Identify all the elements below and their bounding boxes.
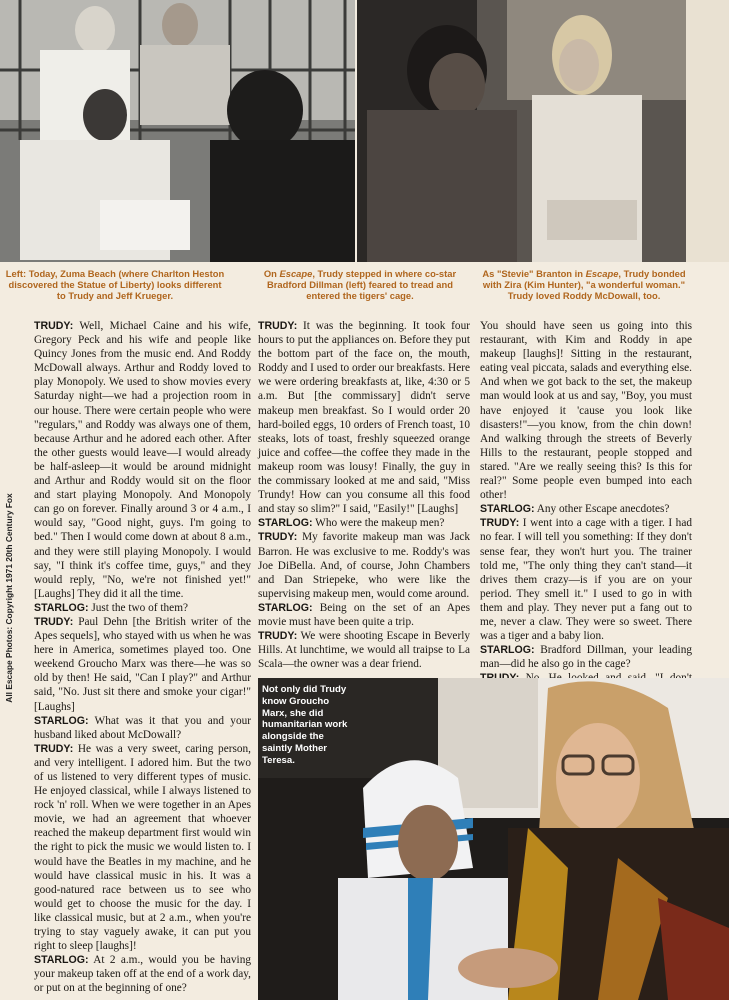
paragraph xyxy=(480,516,692,643)
speaker: STARLOG: xyxy=(34,954,89,967)
dialogue: My favorite makeup man was Jack Barron. He was exclusive to me. Roddy's was Joe DiBella. And, of course, John Chambers and Dan Striepeke, who were like the supervising makeup men, would come around. xyxy=(258,531,470,600)
photo-credit xyxy=(2,318,16,878)
article-column-3 xyxy=(480,319,692,714)
photo-credit-text: All Escape Photos: Copyright 1971 20th Century Fox xyxy=(4,493,14,703)
speaker: TRUDY: xyxy=(258,531,298,544)
dialogue: He was a very sweet, caring person, and very intelligent. I adored him. But the two of us listened to very different types of music. He enjoyed classical, while I always listened to rock 'n' roll. When we were together in an Apes movie, we had an agreement that whoever reached the makeup department first would win the right to pick the music we would listen to. I would have the Beatles in my machine, and he would have classical music in his. It was a good-natured race between us to see who would get to choose the music for the day. I like classical music, but at 2 a.m., when you're trying to stay vaguely awake, it can put you right to sleep [laughs]! xyxy=(34,742,251,953)
photo-escape-set xyxy=(357,0,686,262)
speaker: STARLOG: xyxy=(34,714,89,727)
caption-escape-pre: On xyxy=(263,268,280,279)
caption-zira-pre: As "Stevie" Branton in xyxy=(482,268,586,279)
caption-escape-title: Escape xyxy=(279,268,313,279)
dialogue: Being on the set of an Apes movie must have been quite a trip. xyxy=(258,601,470,628)
article-column-2 xyxy=(258,319,470,671)
speaker: STARLOG: xyxy=(34,601,89,614)
photo-right-edge xyxy=(686,0,729,262)
dialogue: Any other Escape anecdotes? xyxy=(534,503,670,516)
speaker: TRUDY: xyxy=(34,742,74,755)
article-column-1 xyxy=(34,319,251,996)
paragraph xyxy=(480,319,692,502)
speaker: TRUDY: xyxy=(258,630,298,643)
speaker: TRUDY: xyxy=(258,320,298,332)
caption-zuma-text: Left: Today, Zuma Beach (where Charlton Heston discovered the Statue of Liberty) looks different to Trudy and Jeff Krueger. xyxy=(5,268,225,301)
caption-zira-post: , Trudy bonded with Zira (Kim Hunter), "a wonderful woman." Trudy loved Roddy McDowall, too. xyxy=(482,268,686,301)
caption-zuma-beach xyxy=(4,268,226,301)
paragraph xyxy=(258,530,470,600)
paragraph xyxy=(34,714,251,742)
caption-zira xyxy=(478,268,690,301)
dialogue: You should have seen us going into this restaurant, with Kim and Roddy in ape makeup [laughs]! Sitting in the restaurant, eating veal piccata, salads and everything else. And when we got back to the set, the makeup man would look at us and say, "Boy, you must have enjoyed it 'cause you look like disasters!"—you know, from the chin down! And walking through the streets of Beverly Hills to the restaurant, people stopped and stared. "Are we really seeing this? Is this for real?" Some people even bumped into each other! xyxy=(480,320,692,502)
dialogue: At 2 a.m., would you be having your makeup taken off at the end of a work day, or put on at the beginning of one? xyxy=(34,954,251,995)
paragraph xyxy=(258,601,470,629)
paragraph xyxy=(34,742,251,953)
speaker: TRUDY: xyxy=(34,615,74,628)
speaker: STARLOG: xyxy=(480,644,535,657)
paragraph xyxy=(34,615,251,714)
paragraph xyxy=(34,601,251,615)
paragraph xyxy=(258,319,470,516)
dialogue: What was it that you and your husband liked about McDowall? xyxy=(34,714,251,741)
caption-zira-title: Escape xyxy=(585,268,619,279)
paragraph xyxy=(258,516,470,530)
dialogue: It was the beginning. It took four hours to put the appliances on. Before they put the bottom part of the face on, the mouth, Roddy and I used to order our breakfasts. Here we were ordering breakfasts at, like, 4:30 or 5 a.m. But [the commissary] didn't serve makeup men breakfast. So I would order 20 hard-boiled eggs, 10 orders of French toast, 10 steaks, lots of toast, freshly squeezed orange juice and coffee—the coffee they made in the makeup room was lousy! Finally, the guy in the commissary looked at me and said, "Miss Trundy! How can you consume all this food and stay so slim?" I said, "Easily!" [Laughs] xyxy=(258,320,470,516)
caption-escape-tigers xyxy=(262,268,458,301)
caption-escape-post: , Trudy stepped in where co-star Bradford Dillman (left) feared to tread and entered the tigers' cage. xyxy=(267,268,457,301)
photo-zuma-beach xyxy=(0,0,355,262)
speaker: TRUDY: xyxy=(480,517,520,530)
speaker: STARLOG: xyxy=(258,517,313,530)
paragraph xyxy=(34,953,251,995)
dialogue: I went into a cage with a tiger. I had no fear. I will tell you something: If they don't sense fear, they won't hurt you. The trainer told me, "The only thing they can't stand—it drives them crazy—is if you are on your period. They smell it." I used to go in with them and play. They never put a fang out to me, never a claw. They were so sweet. There was a tiger and a baby lion. xyxy=(480,517,692,643)
dialogue: We were shooting Escape in Beverly Hills. At lunchtime, we would all traipse to La Scala—the owner was a dear friend. xyxy=(258,630,470,671)
caption-mother-teresa-text: Not only did Trudy know Groucho Marx, she did humanitarian work alongside the saintly Mother Teresa. xyxy=(262,684,348,766)
speaker: STARLOG: xyxy=(258,601,313,614)
paragraph xyxy=(34,319,251,601)
caption-mother-teresa xyxy=(262,684,350,767)
speaker: STARLOG: xyxy=(480,503,535,516)
speaker: TRUDY: xyxy=(34,320,74,332)
dialogue: Just the two of them? xyxy=(88,601,188,614)
paragraph xyxy=(258,629,470,671)
paragraph xyxy=(480,502,692,516)
dialogue: Paul Dehn [the British writer of the Apes sequels], who stayed with us when he was here in America, sometimes played too. One weekend Groucho Marx was there—he was so old by then! He said, "Can I play?" and Arthur said, "No. Just sit there and smoke your cigar!" [Laughs] xyxy=(34,615,251,713)
paragraph xyxy=(480,643,692,671)
dialogue: Well, Michael Caine and his wife, Gregory Peck and his wife and people like Quincy Jones from the music end. And Roddy McDowall always. Arthur and Roddy loved to play Monopoly. We used to show movies every Saturday night—we had a projection room in our house. There were certain people who were "regulars," and Roddy was always one of them, because Arthur and he adored each other. After the other guests would leave—I would already be half-asleep—it would be around midnight and Arthur and Roddy would sit on the floor and start playing Monopoly. And Monopoly can go on forever. Finally around 3 or 4 a.m., I would say, "Good night, guys. I'm going to bed." Then I would come down at about 8 a.m., and they were still playing Monopoly. I would say, "I think it's coffee time, guys," and they would reply, "No, we're not finished yet!" [Laughs] They did it all the time. xyxy=(34,320,251,600)
dialogue: Who were the makeup men? xyxy=(312,517,445,530)
dialogue: Bradford Dillman, your leading man—did he also go in the cage? xyxy=(480,644,692,671)
